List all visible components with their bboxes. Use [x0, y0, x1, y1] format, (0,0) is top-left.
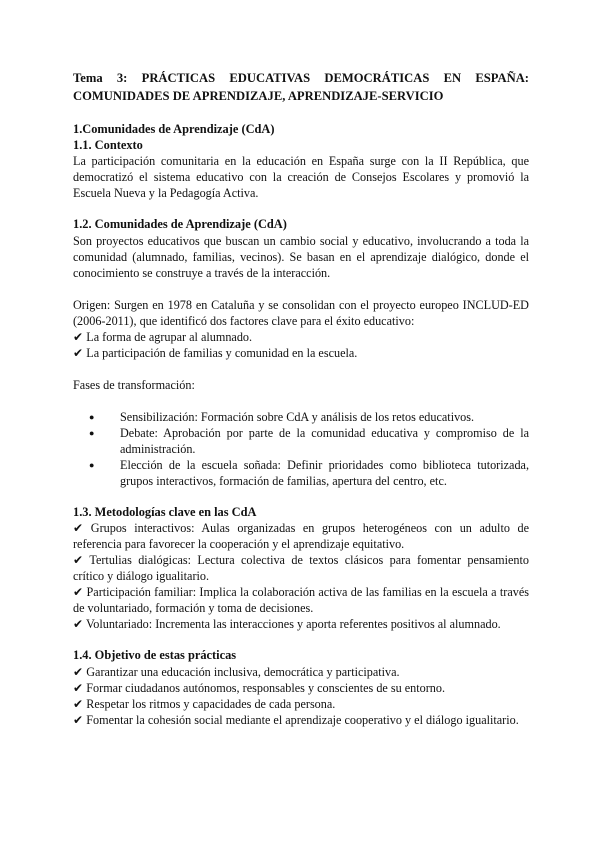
paragraph-origen: Origen: Surgen en 1978 en Cataluña y se consolidan con el proyecto europeo INCLUD-ED (2006-2011), que identificó dos factores clave para el éxito educativo: [73, 297, 529, 328]
check-item: ✔ Participación familiar: Implica la colaboración activa de las familias en la escuela a través de voluntariado, formación y toma de decisiones. [73, 585, 529, 615]
list-item: ● Elección de la escuela soñada: Definir prioridades como biblioteca tutorizada, grupos interactivos, formación de familias, apertura del centro, etc. [89, 457, 529, 489]
paragraph-contexto: La participación comunitaria en la educación en España surge con la II República, que democratizó el sistema educativo con la creación de Consejos Escolares y promovió la Escuela Nueva y la Pedagogía Activa. [73, 154, 529, 200]
check-item: ✔ Garantizar una educación inclusiva, democrática y participativa. [73, 664, 400, 679]
check-item: ✔ Fomentar la cohesión social mediante el aprendizaje cooperativo y el diálogo igualitario. [73, 712, 519, 727]
document-page [73, 69, 529, 728]
check-item: ✔ La forma de agrupar al alumnado. [73, 329, 253, 344]
subsection-heading-cda: 1.2. Comunidades de Aprendizaje (CdA) [73, 217, 287, 231]
subsection-heading-objetivo: 1.4. Objetivo de estas prácticas [73, 648, 237, 662]
subsection-heading-metodologias: 1.3. Metodologías clave en las CdA [73, 504, 257, 519]
section-heading-comunidades: 1.Comunidades de Aprendizaje (CdA) [73, 122, 275, 136]
check-item: ✔ La participación de familias y comunidad en la escuela. [73, 345, 358, 360]
check-item: ✔ Voluntariado: Incrementa las interacciones y aporta referentes positivos al alumnado. [73, 617, 501, 631]
check-item: ✔ Tertulias dialógicas: Lectura colectiva de textos clásicos para fomentar pensamiento crítico y diálogo igualitario. [73, 553, 529, 583]
paragraph-cda: Son proyectos educativos que buscan un cambio social y educativo, involucrando a toda la comunidad (alumnado, familias, vecinos). Se basan en el aprendizaje dialógico, donde el conocimiento se construye a través de la interacción. [73, 233, 529, 280]
list-item: ● Debate: Aprobación por parte de la comunidad educativa y compromiso de la administración. [89, 425, 529, 457]
check-item: ✔ Respetar los ritmos y capacidades de cada persona. [73, 696, 336, 711]
phases-list [73, 409, 529, 489]
subsection-heading-contexto: 1.1. Contexto [73, 137, 143, 152]
document-title: Tema 3: PRÁCTICAS EDUCATIVAS DEMOCRÁTICAS EN ESPAÑA: COMUNIDADES DE APRENDIZAJE, APRENDIZAJE-SERVICIO [73, 71, 529, 103]
phases-label: Fases de transformación: [73, 377, 195, 392]
list-item: ● Sensibilización: Formación sobre CdA y análisis de los retos educativos. [89, 409, 529, 425]
check-item: ✔ Grupos interactivos: Aulas organizadas en grupos heterogéneos con un adulto de referencia para favorecer la cooperación y el aprendizaje equitativo. [73, 521, 529, 551]
check-item: ✔ Formar ciudadanos autónomos, responsables y conscientes de su entorno. [73, 680, 446, 695]
